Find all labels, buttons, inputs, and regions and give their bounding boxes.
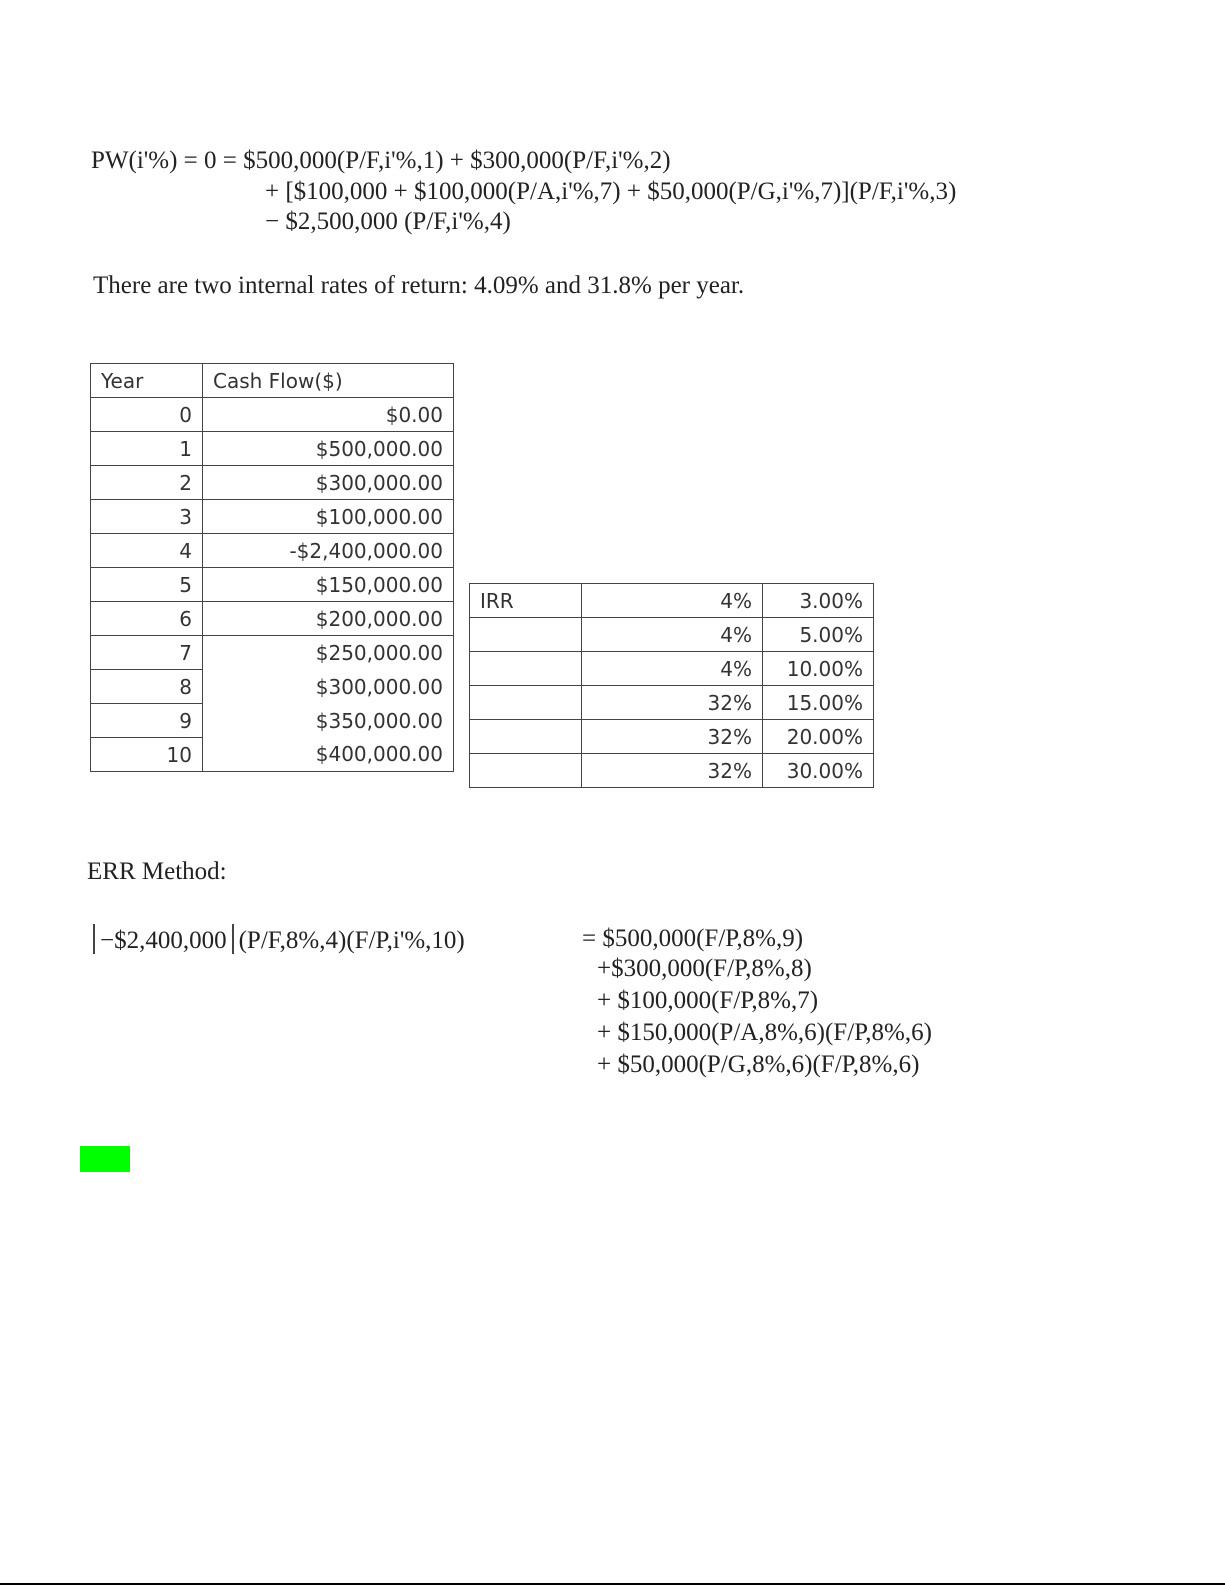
pw-equation-line2: + [$100,000 + $100,000(P/A,i'%,7) + $50,000(P/G,i'%,7)](P/F,i'%,3): [265, 178, 957, 205]
cash-flow-cell: $150,000.00: [203, 568, 454, 602]
year-cell: 8: [91, 670, 203, 704]
table-row: [91, 500, 454, 534]
empty-cell: [470, 652, 582, 686]
irr-value-cell: 4%: [582, 584, 763, 618]
table-row: [470, 754, 874, 788]
table-row: [91, 432, 454, 466]
table-row: [470, 652, 874, 686]
guess-rate-cell: 3.00%: [763, 584, 874, 618]
table-row: [91, 738, 454, 772]
abs-bar-right: [232, 924, 234, 954]
guess-rate-cell: 5.00%: [763, 618, 874, 652]
empty-cell: [470, 686, 582, 720]
guess-rate-cell: 15.00%: [763, 686, 874, 720]
guess-rate-cell: 20.00%: [763, 720, 874, 754]
cash-flow-header: Cash Flow($): [203, 364, 454, 398]
err-rhs-line1: = $500,000(F/P,8%,9): [582, 925, 804, 952]
table-row: [91, 670, 454, 704]
table-row: [91, 602, 454, 636]
year-cell: 10: [91, 738, 203, 772]
cash-flow-cell: $0.00: [203, 398, 454, 432]
abs-bar-left: [93, 924, 95, 954]
err-rhs-line5: + $50,000(P/G,8%,6)(F/P,8%,6): [597, 1051, 920, 1078]
cash-flow-cell: $350,000.00: [203, 704, 454, 738]
cash-flow-table: [90, 363, 454, 772]
table-row: [470, 720, 874, 754]
table-header-row: [91, 364, 454, 398]
year-cell: 6: [91, 602, 203, 636]
cash-flow-cell: $500,000.00: [203, 432, 454, 466]
err-heading: ERR Method:: [87, 858, 227, 885]
irr-value-cell: 32%: [582, 754, 763, 788]
cash-flow-cell: $100,000.00: [203, 500, 454, 534]
year-cell: 3: [91, 500, 203, 534]
year-cell: 2: [91, 466, 203, 500]
year-cell: 0: [91, 398, 203, 432]
table-row: [91, 568, 454, 602]
err-lhs-abs-value: −$2,400,000: [100, 927, 227, 954]
table-row: [91, 466, 454, 500]
guess-rate-cell: 10.00%: [763, 652, 874, 686]
table-row: [91, 636, 454, 670]
cash-flow-cell: -$2,400,000.00: [203, 534, 454, 568]
err-lhs: [88, 924, 465, 956]
cash-flow-cell: $400,000.00: [203, 738, 454, 772]
irr-statement: There are two internal rates of return: 4.09% and 31.8% per year.: [93, 272, 745, 299]
year-cell: 1: [91, 432, 203, 466]
irr-value-cell: 32%: [582, 720, 763, 754]
irr-value-cell: 32%: [582, 686, 763, 720]
pw-equation-line1: PW(i'%) = 0 = $500,000(P/F,i'%,1) + $300,000(P/F,i'%,2): [91, 147, 671, 174]
err-rhs-line3: + $100,000(F/P,8%,7): [597, 987, 819, 1014]
year-cell: 9: [91, 704, 203, 738]
cash-flow-cell: $300,000.00: [203, 466, 454, 500]
table-row: [470, 686, 874, 720]
empty-cell: [470, 720, 582, 754]
table-row: [470, 584, 874, 618]
cash-flow-cell: $200,000.00: [203, 602, 454, 636]
cash-flow-cell: $250,000.00: [203, 636, 454, 670]
irr-value-cell: 4%: [582, 652, 763, 686]
irr-value-cell: 4%: [582, 618, 763, 652]
err-rhs-line4: + $150,000(P/A,8%,6)(F/P,8%,6): [597, 1019, 932, 1046]
empty-cell: [470, 754, 582, 788]
err-rhs-line2: +$300,000(F/P,8%,8): [597, 955, 812, 982]
guess-rate-cell: 30.00%: [763, 754, 874, 788]
irr-label: IRR: [470, 584, 582, 618]
err-lhs-factors: (P/F,8%,4)(F/P,i'%,10): [238, 927, 465, 954]
table-row: [470, 618, 874, 652]
year-header: Year: [91, 364, 203, 398]
empty-cell: [470, 618, 582, 652]
irr-table: [469, 583, 874, 788]
pw-equation-line3: − $2,500,000 (P/F,i'%,4): [265, 208, 511, 235]
green-highlight-block: [80, 1146, 130, 1172]
table-row: [91, 704, 454, 738]
year-cell: 4: [91, 534, 203, 568]
table-row: [91, 398, 454, 432]
cash-flow-cell: $300,000.00: [203, 670, 454, 704]
year-cell: 5: [91, 568, 203, 602]
year-cell: 7: [91, 636, 203, 670]
table-row: [91, 534, 454, 568]
